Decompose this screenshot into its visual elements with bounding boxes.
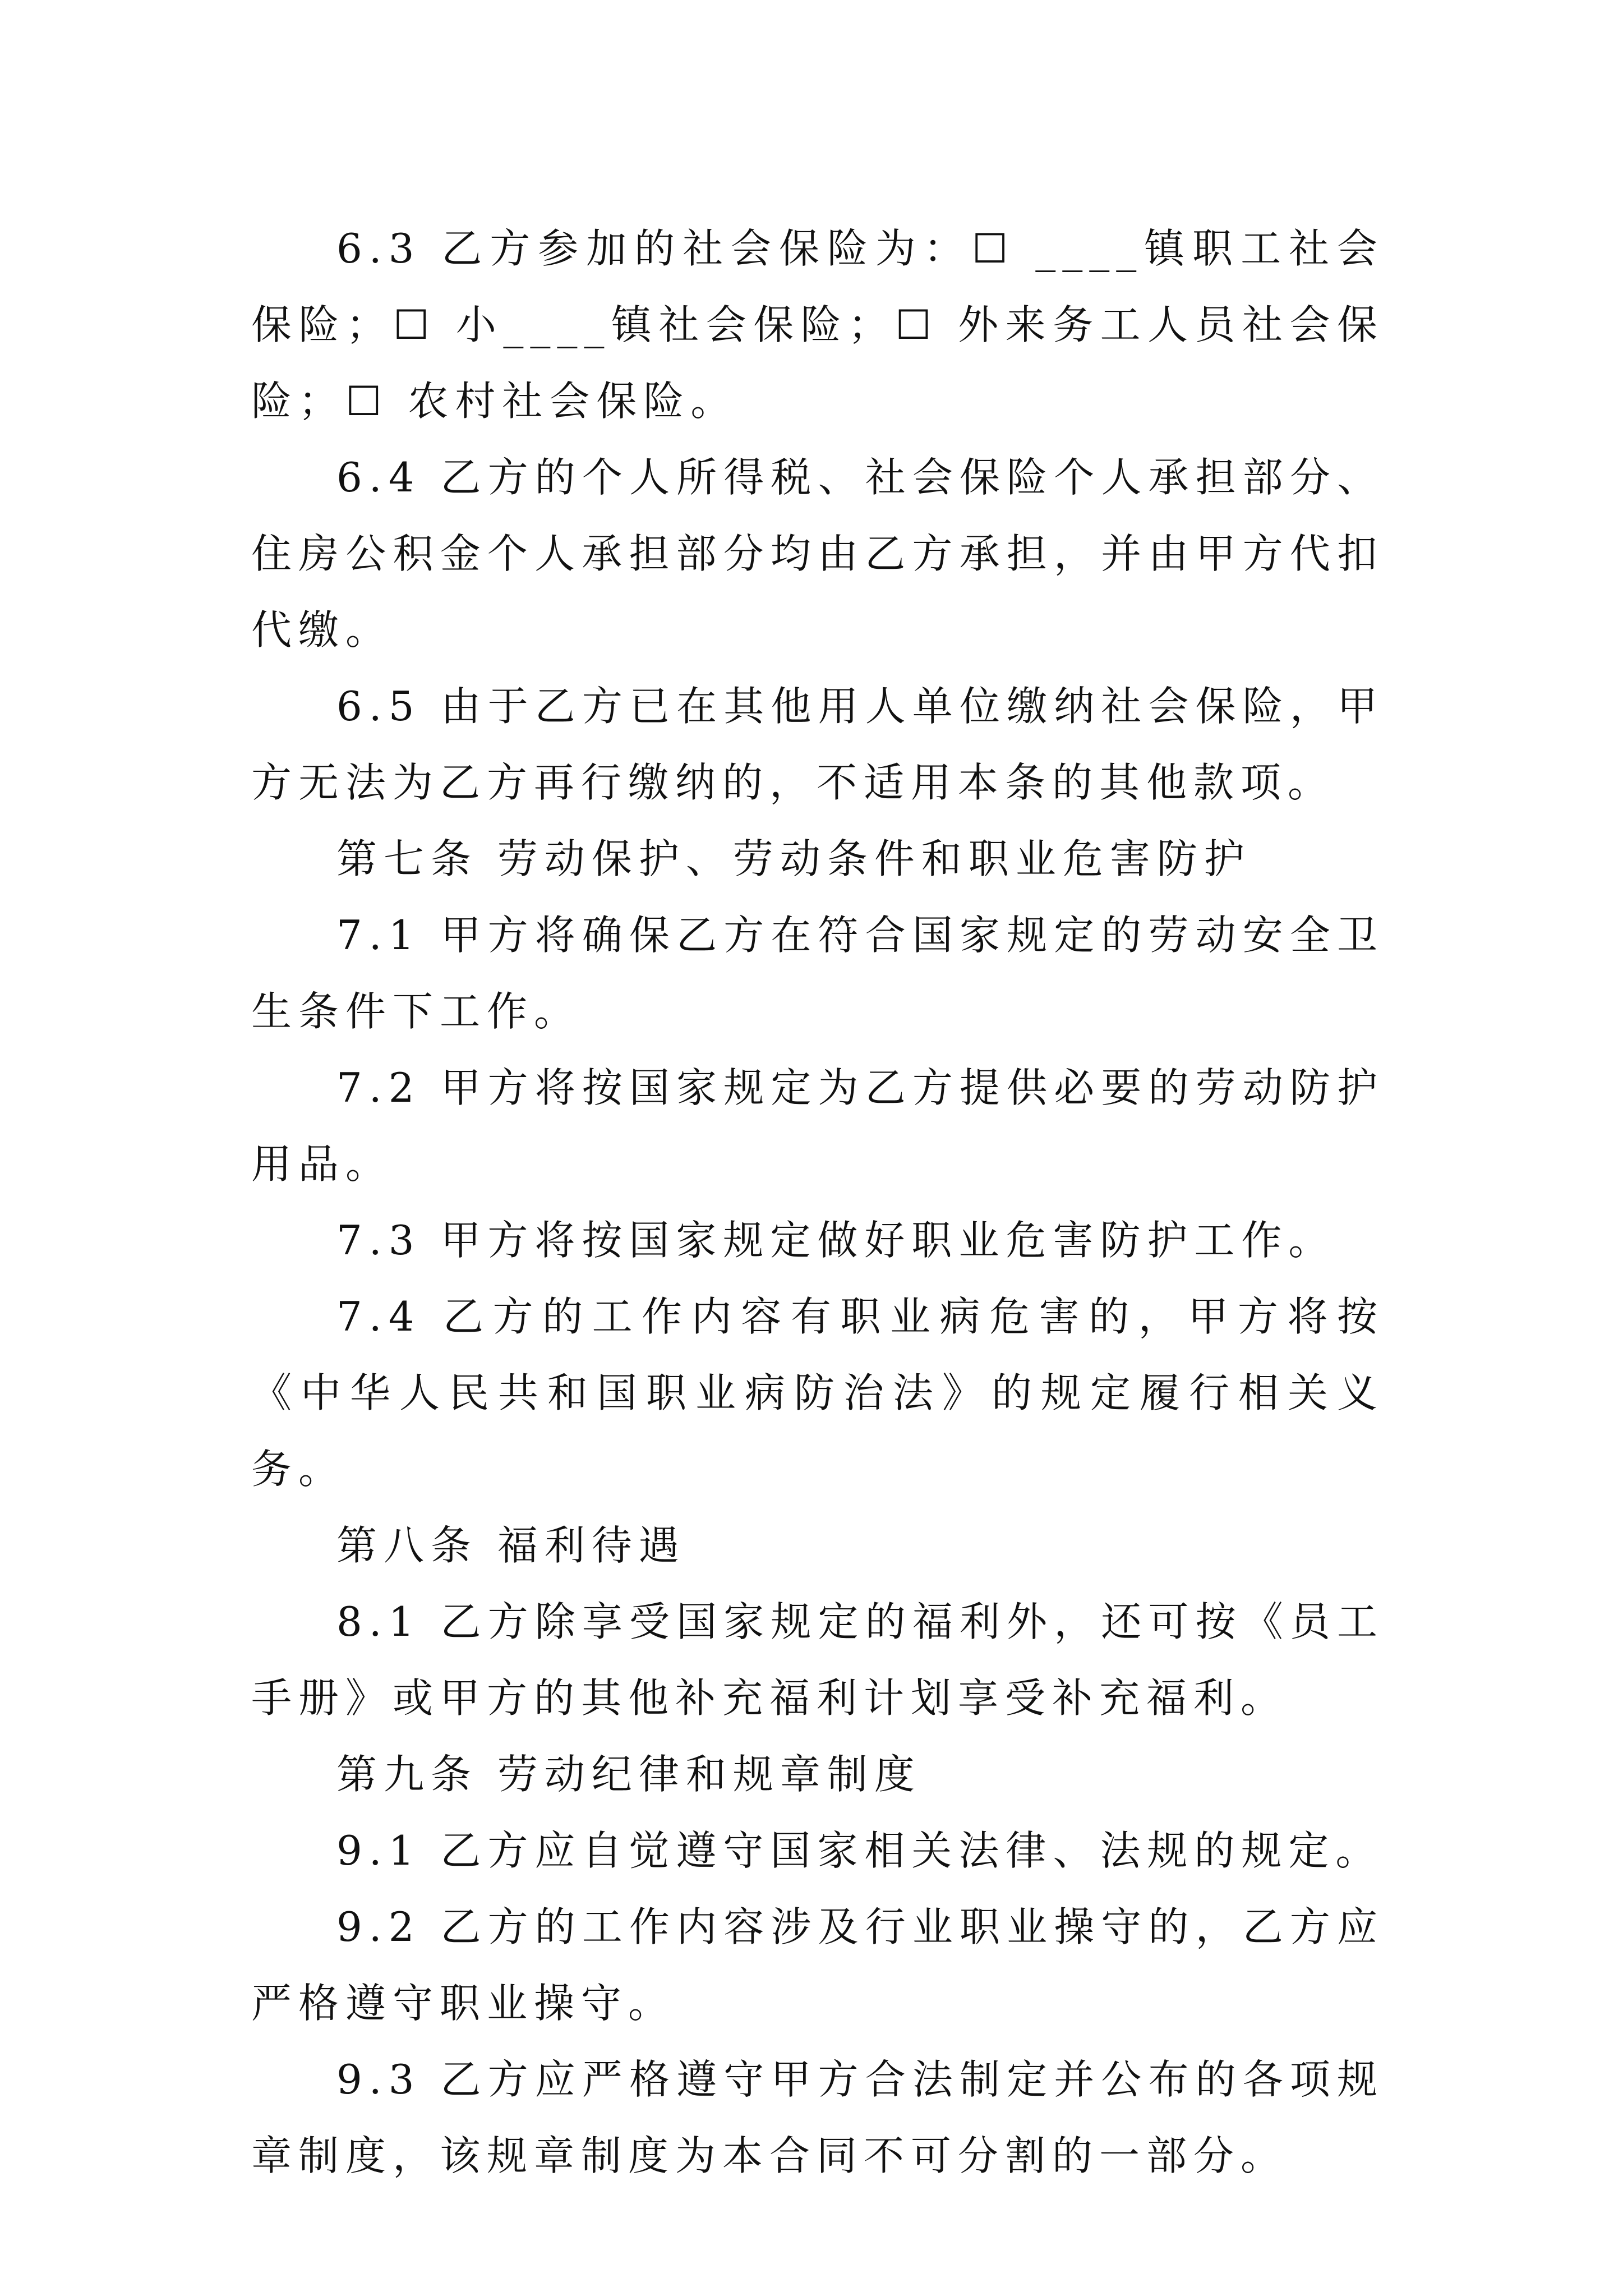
article-9-heading: 第九条 劳动纪律和规章制度 [336, 1751, 921, 1798]
paragraph-9-3: 9.3 乙方应严格遵守甲方合法制定并公布的各项规章制度，该规章制度为本合同不可分割的一部分。 [251, 2056, 1384, 2179]
paragraph-6-4: 6.4 乙方的个人所得税、社会保险个人承担部分、住房公积金个人承担部分均由乙方承担，并由甲方代扣代缴。 [251, 454, 1384, 654]
paragraph-7-2: 7.2 甲方将按国家规定为乙方提供必要的劳动防护用品。 [251, 1064, 1384, 1188]
paragraph-9-2: 9.2 乙方的工作内容涉及行业职业操守的，乙方应严格遵守职业操守。 [251, 1903, 1384, 2027]
document-body [251, 210, 1384, 2194]
paragraph-6-5: 6.5 由于乙方已在其他用人单位缴纳社会保险，甲方无法为乙方再行缴纳的，不适用本条的其他款项。 [251, 683, 1384, 806]
paragraph-7-4: 7.4 乙方的工作内容有职业病危害的，甲方将按《中华人民共和国职业病防治法》的规定履行相关义务。 [251, 1293, 1384, 1493]
article-7-heading: 第七条 劳动保护、劳动条件和职业危害防护 [336, 835, 1251, 882]
paragraph-7-1: 7.1 甲方将确保乙方在符合国家规定的劳动安全卫生条件下工作。 [251, 912, 1384, 1035]
paragraph-9-1: 9.1 乙方应自觉遵守国家相关法律、法规的规定。 [336, 1827, 1383, 1874]
paragraph-8-1: 8.1 乙方除享受国家规定的福利外，还可按《员工手册》或甲方的其他补充福利计划享受补充福利。 [251, 1598, 1384, 1722]
paragraph-7-3: 7.3 甲方将按国家规定做好职业危害防护工作。 [336, 1217, 1336, 1264]
article-8-heading: 第八条 福利待遇 [336, 1522, 686, 1569]
paragraph-6-3: 6.3 乙方参加的社会保险为：☐ ____镇职工社会保险；☐ 小____镇社会保险；☐ 外来务工人员社会保险；☐ 农村社会保险。 [251, 225, 1384, 425]
